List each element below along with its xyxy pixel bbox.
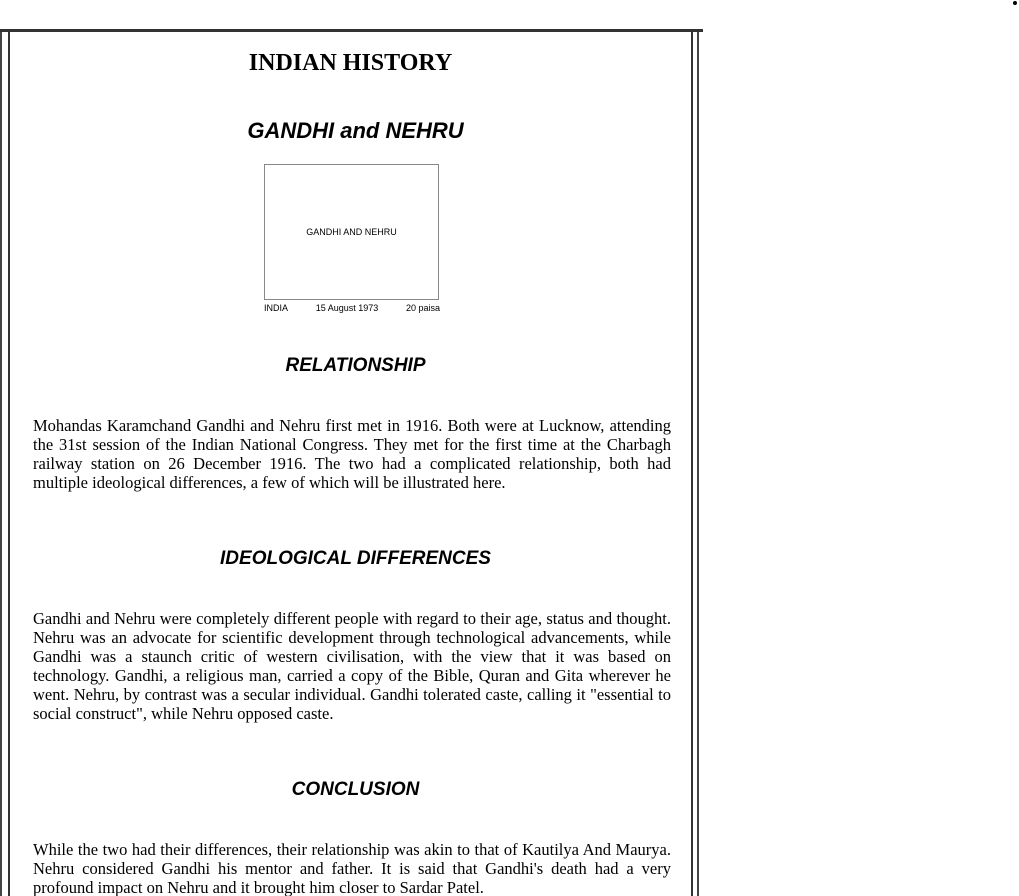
page-subtitle: GANDHI and NEHRU [247, 118, 464, 143]
section-heading-relationship: RELATIONSHIP [285, 355, 426, 376]
stamp-label: GANDHI AND NEHRU [306, 227, 397, 237]
section-text-ideological-differences: Gandhi and Nehru were completely different people with regard to their age, status and thought. Nehru was an advocate for scientific development through technological advancements, while Gandhi was a staunch critic of western civilisation, with the view that it was based on technology. Gandhi, a religious man, carried a copy of the Bible, Quran and Gita wherever he went. Nehru, by contrast was a secular individual. Gandhi tolerated caste, calling it "essential to social construct", while Nehru opposed caste. [33, 609, 671, 723]
section-heading-ideological-differences: IDEOLOGICAL DIFFERENCES [220, 548, 491, 569]
frame-left-border [0, 32, 2, 896]
page-title: INDIAN HISTORY [248, 50, 453, 76]
stamp-date: 15 August 1973 [315, 303, 379, 313]
stamp-value: 20 paisa [405, 303, 440, 313]
section-text-conclusion: While the two had their differences, their relationship was akin to that of Kautilya And Maurya. Nehru considered Gandhi his mentor and father. It is said that Gandhi's death had a very profound impact on Nehru and it brought him closer to Sardar Patel. [33, 840, 671, 896]
corner-dot [1013, 1, 1017, 5]
section-heading-conclusion: CONCLUSION [291, 779, 420, 800]
stamp-caption [264, 303, 440, 313]
section-text-relationship: Mohandas Karamchand Gandhi and Nehru first met in 1916. Both were at Lucknow, attending the 31st session of the Indian National Congress. They met for the first time at the Charbagh railway station on 26 December 1916. The two had a complicated relationship, both had multiple ideological differences, a few of which will be illustrated here. [33, 416, 671, 492]
stamp-image [264, 164, 439, 300]
stamp-country: INDIA [264, 303, 289, 313]
frame-right-border [697, 32, 699, 896]
